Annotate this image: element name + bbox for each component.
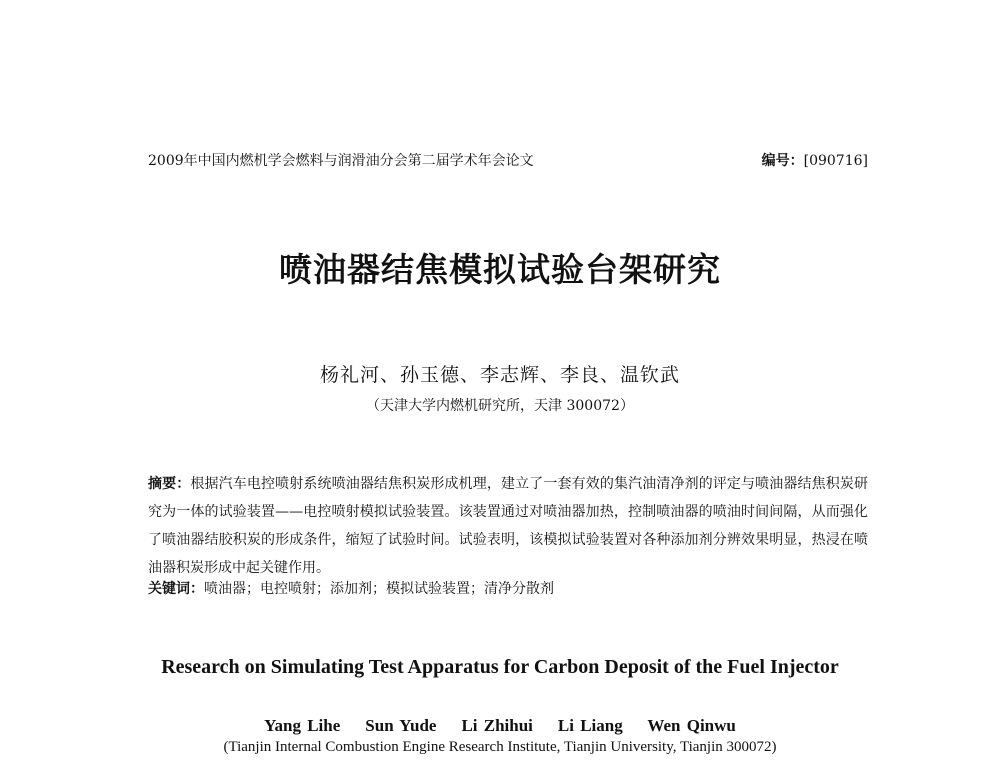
affiliation-en: (Tianjin Internal Combustion Engine Research Institute, Tianjin University, Tianjin 300072) — [223, 739, 777, 755]
abstract-label: 摘要： — [148, 476, 191, 492]
conference-header: 2009年中国内燃机学会燃料与润滑油分会第二届学术年会论文 — [148, 153, 534, 169]
keywords — [148, 577, 868, 601]
abstract-text: 根据汽车电控喷射系统喷油器结焦积炭形成机理，建立了一套有效的集汽油清净剂的评定与喷油器结焦积炭研究为一体的试验装置——电控喷射模拟试验装置。该装置通过对喷油器加热，控制喷油器的喷油时间间隔，从而强化了喷油器结胶积炭的形成条件，缩短了试验时间。试验表明，该模拟试验装置对各种添加剂分辨效果明显，热浸在喷油器积炭形成中起关键作用。 — [148, 476, 869, 576]
paper-number — [762, 150, 868, 170]
authors-cn: 杨礼河、孙玉德、李志辉、李良、温钦武 — [319, 364, 680, 386]
paper-number-value: [090716] — [803, 153, 868, 169]
affiliation-cn: （天津大学内燃机研究所，天津 300072） — [366, 398, 634, 414]
paper-title-cn: 喷油器结焦模拟试验台架研究 — [279, 250, 721, 289]
authors-en: Yang Lihe Sun Yude Li Zhihui Li Liang Wen Qinwu — [264, 716, 736, 735]
keywords-label: 关键词： — [148, 581, 204, 597]
keywords-text: 喷油器；电控喷射；添加剂；模拟试验装置；清净分散剂 — [204, 581, 554, 597]
paper-title-en: Research on Simulating Test Apparatus for Carbon Deposit of the Fuel Injector — [161, 656, 839, 678]
paper-number-label: 编号： — [761, 153, 804, 169]
abstract — [148, 470, 868, 582]
